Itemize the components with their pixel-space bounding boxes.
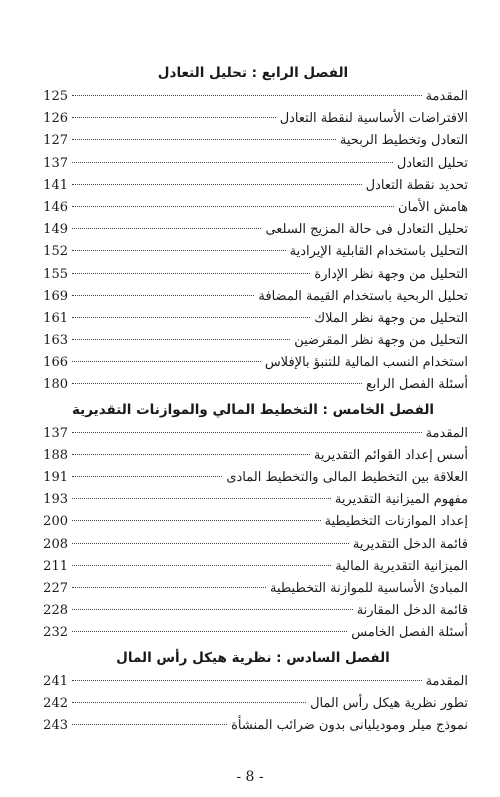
- toc-entry: [38, 445, 468, 467]
- dot-leader: [72, 679, 422, 681]
- toc-entry-title: المقدمة: [425, 673, 468, 689]
- toc-entry-title: المبادئ الأساسية للموازنة التخطيطية: [269, 580, 468, 596]
- table-of-contents: [38, 60, 468, 737]
- toc-entry-page: 126: [43, 111, 68, 127]
- toc-entry-page: 155: [43, 266, 68, 282]
- toc-entry-title: التعادل وتخطيط الربحية: [339, 133, 468, 149]
- toc-entry: [38, 622, 468, 644]
- toc-entry-page: 211: [43, 558, 68, 574]
- toc-entry-page: 161: [43, 310, 68, 326]
- toc-entry-page: 169: [43, 288, 68, 304]
- toc-entry-title: العلاقة بين التخطيط المالى والتخطيط المادى: [226, 470, 468, 485]
- toc-entry: [38, 374, 468, 396]
- chapter-heading: الفصل الرابع : تحليل التعادل: [157, 65, 349, 81]
- toc-entry-page: 125: [43, 89, 68, 104]
- toc-entry-title: تحديد نقطة التعادل: [365, 177, 468, 193]
- toc-entry-title: التحليل من وجهة نظر الإدارة: [314, 266, 468, 282]
- toc-entry-page: 146: [43, 199, 68, 215]
- toc-entry: [38, 264, 468, 286]
- dot-leader: [72, 338, 290, 340]
- toc-entry: [38, 286, 468, 308]
- toc-entry-page: 149: [43, 222, 68, 238]
- toc-entry: [38, 467, 468, 489]
- dot-leader: [72, 94, 422, 96]
- dot-leader: [72, 564, 331, 566]
- toc-entry: [38, 108, 468, 130]
- toc-entry-page: 191: [43, 470, 68, 485]
- dot-leader: [72, 608, 353, 610]
- toc-entry: [38, 86, 468, 108]
- toc-entry-title: الافتراضات الأساسية لنقطة التعادل: [279, 111, 468, 127]
- toc-entry: [38, 423, 468, 445]
- toc-entry: [38, 693, 468, 715]
- toc-entry-page: 227: [43, 580, 68, 596]
- toc-entry-page: 241: [43, 673, 68, 689]
- dot-leader: [72, 453, 310, 455]
- toc-entry-title: الميزانية التقديرية المالية: [335, 558, 468, 574]
- toc-entry-title: تطور نظرية هيكل رأس المال: [310, 695, 468, 711]
- toc-entry-page: 141: [43, 177, 68, 193]
- toc-entry-page: 228: [43, 603, 68, 619]
- toc-entry-title: أسس إعداد القوائم التقديرية: [313, 447, 468, 463]
- toc-entry: [38, 219, 468, 241]
- dot-leader: [72, 183, 362, 185]
- toc-entry-page: 188: [43, 447, 68, 463]
- toc-entry-title: أسئلة الفصل الرابع: [365, 377, 468, 393]
- toc-entry-title: قائمة الدخل المقارنة: [356, 603, 468, 619]
- toc-entry: [38, 308, 468, 330]
- dot-leader: [72, 497, 331, 499]
- toc-entry-page: 166: [43, 355, 68, 371]
- chapter-heading: الفصل الخامس : التخطيط المالي والموازنات التقديرية: [71, 401, 435, 418]
- toc-entry: [38, 352, 468, 374]
- toc-entry: [38, 600, 468, 622]
- toc-entry-page: 180: [43, 377, 68, 393]
- dot-leader: [72, 249, 286, 251]
- toc-entry-page: 242: [43, 695, 68, 711]
- toc-entry-title: هامش الأمان: [398, 199, 468, 215]
- toc-entry-title: التحليل من وجهة نظر الملاك: [314, 310, 468, 326]
- dot-leader: [72, 138, 336, 140]
- dot-leader: [72, 294, 254, 296]
- toc-entry: [38, 715, 468, 737]
- dot-leader: [72, 701, 306, 703]
- toc-entry-page: 193: [43, 492, 68, 508]
- page-number: - 8 -: [236, 769, 264, 785]
- toc-entry: [38, 489, 468, 511]
- toc-entry: [38, 578, 468, 600]
- dot-leader: [72, 116, 276, 118]
- toc-entry-page: 163: [43, 333, 68, 349]
- toc-entry-title: تحليل التعادل فى حالة المزيج السلعى: [265, 222, 468, 238]
- toc-entry-title: تحليل التعادل: [396, 155, 468, 171]
- toc-entry-page: 208: [43, 536, 68, 552]
- toc-entry-title: المقدمة: [425, 425, 468, 441]
- toc-entry: [38, 556, 468, 578]
- dot-leader: [72, 272, 310, 274]
- toc-entry: [38, 197, 468, 219]
- toc-entry: [38, 534, 468, 556]
- toc-entry-title: قائمة الدخل التقديرية: [352, 536, 468, 552]
- chapter-heading: الفصل السادس : نظرية هيكل رأس المال: [116, 649, 390, 666]
- toc-entry-page: 137: [43, 425, 68, 441]
- toc-entry-page: 152: [43, 244, 68, 260]
- toc-entry: [38, 671, 468, 693]
- toc-entry: [38, 175, 468, 197]
- dot-leader: [72, 519, 321, 521]
- toc-entry-title: استخدام النسب المالية للتنبؤ بالإفلاس: [264, 355, 468, 371]
- toc-entry-title: التحليل من وجهة نظر المقرضين: [294, 333, 468, 349]
- toc-entry-title: إعداد الموازنات التخطيطية: [324, 514, 468, 530]
- toc-entry-title: نموذج ميلر وموديليانى بدون ضرائب المنشأة: [231, 717, 468, 733]
- dot-leader: [72, 316, 310, 318]
- toc-entry-title: التحليل باستخدام القابلية الإيرادية: [289, 244, 468, 260]
- toc-entry: [38, 130, 468, 152]
- dot-leader: [72, 161, 393, 163]
- dot-leader: [72, 227, 261, 229]
- dot-leader: [72, 723, 227, 725]
- toc-entry-title: أسئلة الفصل الخامس: [351, 625, 468, 641]
- toc-entry-page: 127: [43, 133, 68, 149]
- dot-leader: [72, 630, 347, 632]
- toc-entry-page: 200: [43, 514, 68, 530]
- dot-leader: [72, 586, 266, 588]
- dot-leader: [72, 382, 362, 384]
- dot-leader: [72, 431, 422, 433]
- dot-leader: [72, 205, 394, 207]
- toc-entry-page: 232: [43, 625, 68, 641]
- dot-leader: [72, 542, 349, 544]
- toc-entry-page: 243: [43, 717, 68, 733]
- toc-entry-page: 137: [43, 155, 68, 171]
- toc-entry-title: المقدمة: [425, 89, 468, 104]
- toc-entry: [38, 511, 468, 533]
- toc-entry-title: مفهوم الميزانية التقديرية: [334, 492, 468, 508]
- toc-entry: [38, 153, 468, 175]
- dot-leader: [72, 475, 222, 477]
- toc-entry: [38, 241, 468, 263]
- toc-entry: [38, 330, 468, 352]
- dot-leader: [72, 360, 261, 362]
- toc-entry-title: تحليل الربحية باستخدام القيمة المضافة: [258, 288, 468, 304]
